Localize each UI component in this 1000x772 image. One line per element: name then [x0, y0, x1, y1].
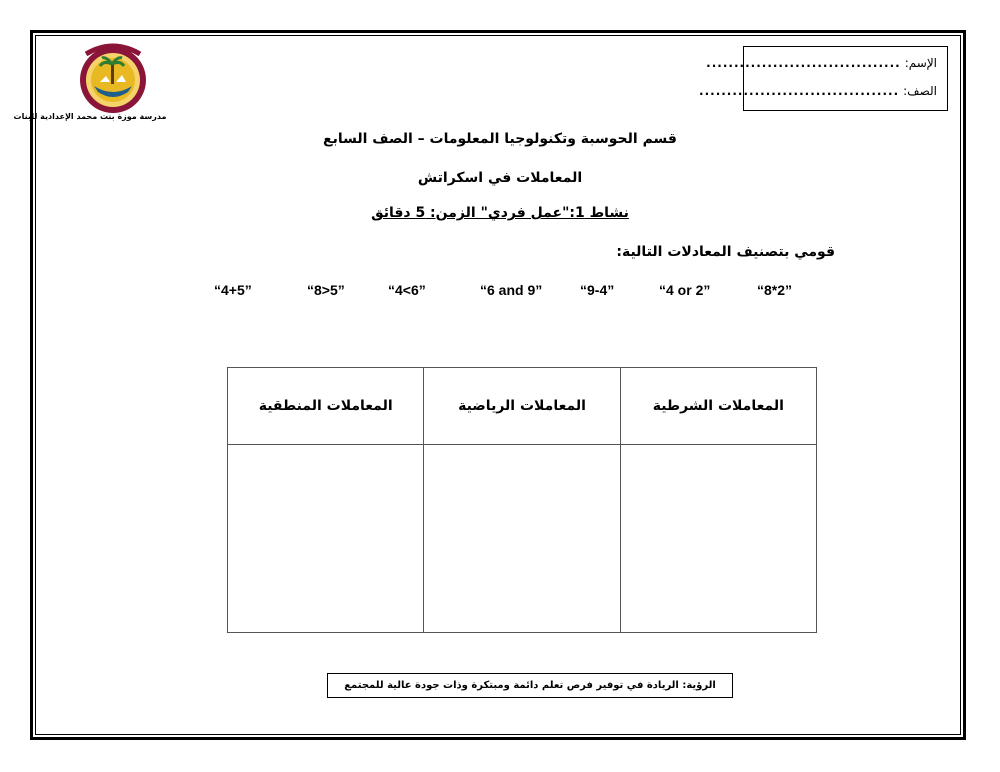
- name-label: الإسم:: [904, 56, 937, 70]
- activity-title: نشاط 1:"عمل فردي" الزمن: 5 دقائق: [371, 205, 629, 221]
- header-arithmetic-operators: المعاملات الرياضية: [424, 368, 620, 445]
- department-title: قسم الحوسبة وتكنولوجيا المعلومات – الصف السابع: [323, 131, 677, 147]
- expression-item[interactable]: “4 or 2”: [659, 282, 711, 298]
- topic-title: المعاملات في اسكراتش: [417, 170, 583, 186]
- drop-zone-logical[interactable]: [228, 445, 424, 633]
- ministry-emblem-logo: [76, 42, 150, 116]
- expression-item[interactable]: “6 and 9”: [480, 282, 543, 298]
- expression-item[interactable]: “8>5”: [307, 282, 345, 298]
- table-row: [228, 445, 817, 633]
- drop-zone-arithmetic[interactable]: [424, 445, 620, 633]
- expression-item[interactable]: “4+5”: [214, 282, 252, 298]
- expression-item[interactable]: “9-4”: [580, 282, 615, 298]
- class-label: الصف:: [903, 84, 937, 98]
- classification-table: [227, 367, 817, 633]
- table-header-row: [228, 368, 817, 445]
- instruction-text: قومي بتصنيف المعادلات التالية:: [616, 244, 835, 260]
- drop-zone-conditional[interactable]: [620, 445, 816, 633]
- name-row: [706, 56, 937, 70]
- school-name: مدرسة موزة بنت محمد الإعدادية للبنات: [13, 112, 167, 121]
- student-info-box: [699, 46, 948, 111]
- vision-statement: الرؤية: الريادة في توفير فرص تعلم دائمة ومبتكرة وذات جودة عالية للمجتمع: [327, 673, 733, 698]
- header-logical-operators: المعاملات المنطقية: [228, 368, 424, 445]
- header-conditional-operators: المعاملات الشرطية: [620, 368, 816, 445]
- expression-item[interactable]: “8*2”: [757, 282, 793, 298]
- name-field[interactable]: ...................................: [706, 56, 901, 70]
- expression-item[interactable]: “4<6”: [388, 282, 426, 298]
- class-row: [699, 84, 937, 98]
- class-field[interactable]: ....................................: [699, 84, 900, 98]
